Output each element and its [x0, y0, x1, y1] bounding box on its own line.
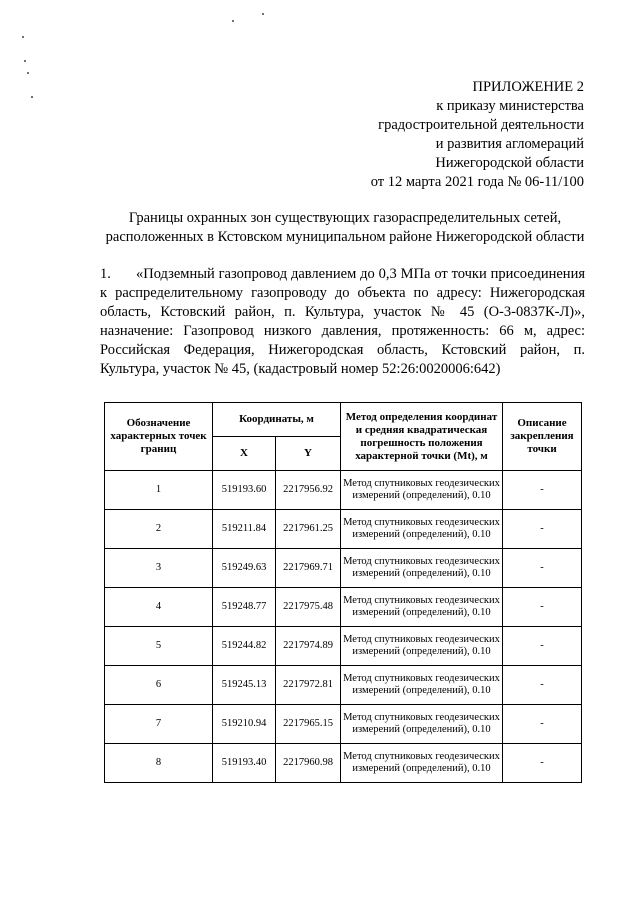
- cell-y: 2217972.81: [276, 666, 341, 705]
- header-description: Описание закрепления точки: [503, 403, 582, 471]
- cell-y: 2217961.25: [276, 510, 341, 549]
- table-row: [105, 588, 582, 627]
- cell-y: 2217965.15: [276, 705, 341, 744]
- cell-description: -: [503, 510, 582, 549]
- table-row: [105, 471, 582, 510]
- cell-point: 2: [105, 510, 213, 549]
- cell-point: 7: [105, 705, 213, 744]
- table-row: [105, 510, 582, 549]
- scan-speck: [27, 72, 29, 74]
- cell-x: 519249.63: [213, 549, 276, 588]
- appendix-line: и развития агломераций: [435, 136, 584, 152]
- cell-y: 2217960.98: [276, 744, 341, 783]
- document-heading: [100, 209, 590, 247]
- cell-method: Метод спутниковых геодезических измерений (определений), 0.10: [341, 510, 503, 549]
- scan-speck: [262, 13, 264, 15]
- cell-x: 519210.94: [213, 705, 276, 744]
- cell-x: 519193.40: [213, 744, 276, 783]
- appendix-line: Нижегородской области: [435, 155, 584, 171]
- cell-point: 8: [105, 744, 213, 783]
- heading-line: расположенных в Кстовском муниципальном районе Нижегородской области: [105, 229, 585, 245]
- scan-speck: [24, 60, 26, 62]
- cell-x: 519248.77: [213, 588, 276, 627]
- cell-description: -: [503, 705, 582, 744]
- cell-y: 2217975.48: [276, 588, 341, 627]
- header-method: Метод определения координат и средняя квадратическая погрешность положения характерной точки (Мt), м: [341, 403, 503, 471]
- cell-description: -: [503, 588, 582, 627]
- cell-description: -: [503, 744, 582, 783]
- table-row: [105, 549, 582, 588]
- cell-point: 1: [105, 471, 213, 510]
- cell-method: Метод спутниковых геодезических измерений (определений), 0.10: [341, 705, 503, 744]
- coordinates-table: [104, 402, 582, 783]
- scan-speck: [31, 96, 33, 98]
- heading-line: Границы охранных зон существующих газораспределительных сетей,: [128, 210, 562, 226]
- appendix-title: ПРИЛОЖЕНИЕ 2: [472, 79, 584, 95]
- cell-method: Метод спутниковых геодезических измерений (определений), 0.10: [341, 744, 503, 783]
- table-row: [105, 666, 582, 705]
- item-text: «Подземный газопровод давлением до 0,3 МПа от точки присоединения к распределительному газопроводу до объекта по адресу: Нижегородская область, Кстовский район, п. Культура, участок № 45 (О-3-0837К-Л)», назначение: Газопровод низкого давления, протяженность: 66 м, адрес: Российская Федерация, Нижегородская область, Кстовский район, п. Культура, участок № 45, (кадастровый номер 52:26:0020006:642): [100, 266, 585, 377]
- appendix-line: от 12 марта 2021 года № 06-11/100: [370, 174, 584, 190]
- cell-description: -: [503, 549, 582, 588]
- appendix-line: к приказу министерства: [436, 98, 584, 114]
- item-number: 1.: [100, 266, 111, 282]
- cell-y: 2217956.92: [276, 471, 341, 510]
- cell-y: 2217969.71: [276, 549, 341, 588]
- table-row: [105, 744, 582, 783]
- cell-x: 519244.82: [213, 627, 276, 666]
- cell-x: 519245.13: [213, 666, 276, 705]
- cell-description: -: [503, 666, 582, 705]
- cell-point: 3: [105, 549, 213, 588]
- cell-y: 2217974.89: [276, 627, 341, 666]
- cell-description: -: [503, 471, 582, 510]
- header-coords: Координаты, м: [213, 403, 341, 437]
- table-row: [105, 627, 582, 666]
- cell-point: 5: [105, 627, 213, 666]
- scan-speck: [232, 20, 234, 22]
- cell-method: Метод спутниковых геодезических измерений (определений), 0.10: [341, 471, 503, 510]
- header-point: Обозначение характерных точек границ: [105, 403, 213, 471]
- scan-speck: [22, 36, 24, 38]
- cell-point: 4: [105, 588, 213, 627]
- appendix-line: градостроительной деятельности: [378, 117, 584, 133]
- table-row: [105, 705, 582, 744]
- cell-method: Метод спутниковых геодезических измерений (определений), 0.10: [341, 627, 503, 666]
- cell-method: Метод спутниковых геодезических измерений (определений), 0.10: [341, 588, 503, 627]
- header-y: Y: [276, 437, 341, 471]
- cell-method: Метод спутниковых геодезических измерений (определений), 0.10: [341, 666, 503, 705]
- cell-method: Метод спутниковых геодезических измерений (определений), 0.10: [341, 549, 503, 588]
- appendix-block: [371, 78, 584, 192]
- item-paragraph: [100, 265, 585, 379]
- cell-x: 519193.60: [213, 471, 276, 510]
- cell-x: 519211.84: [213, 510, 276, 549]
- cell-point: 6: [105, 666, 213, 705]
- header-x: X: [213, 437, 276, 471]
- cell-description: -: [503, 627, 582, 666]
